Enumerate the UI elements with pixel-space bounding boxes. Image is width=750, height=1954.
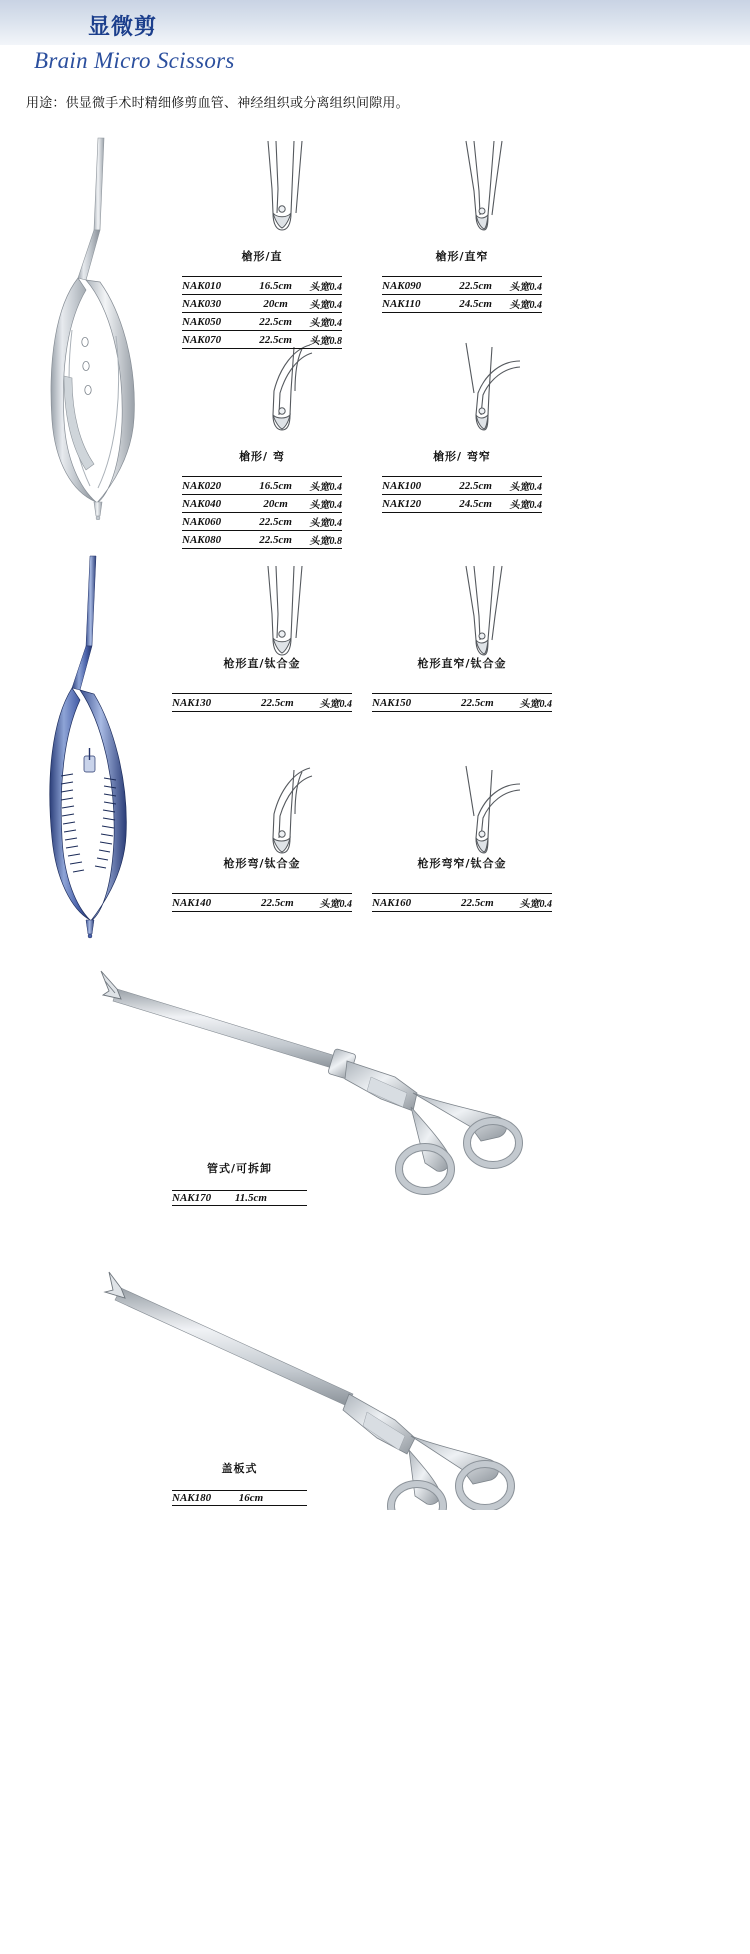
table-row	[382, 495, 542, 513]
table-row	[182, 495, 342, 513]
caption-group-3: 槍形/ 弯	[239, 450, 285, 463]
tip-illustration-curved-narrow	[432, 335, 542, 435]
page-title-cn: 显微剪	[88, 15, 158, 40]
length-cell: 22.5cm	[249, 331, 302, 349]
code-cell: NAK020	[182, 477, 249, 495]
caption-group-1: 槍形/直	[241, 250, 283, 263]
length-cell: 20cm	[249, 295, 302, 313]
length-cell: 11.5cm	[229, 1191, 274, 1206]
caption-group-8: 枪形弯窄/钛合金	[417, 857, 507, 870]
instrument-illustration-titanium-bayonet	[28, 550, 178, 945]
code-cell: NAK090	[382, 277, 449, 295]
table-row	[182, 513, 342, 531]
width-cell: 头宽0.4	[302, 513, 342, 531]
spec-table-group-7	[172, 893, 352, 912]
spec-table-group-1	[182, 276, 342, 349]
caption-group-7: 枪形弯/钛合金	[223, 857, 301, 870]
table-row	[382, 277, 542, 295]
width-cell: 头宽0.4	[307, 694, 352, 712]
code-cell: NAK180	[172, 1491, 229, 1506]
table-row	[372, 894, 552, 912]
caption-group-2: 槍形/直窄	[435, 250, 489, 263]
table-row	[172, 694, 352, 712]
table-row	[172, 1191, 307, 1206]
width-cell: 头宽0.4	[507, 894, 552, 912]
caption-group-10: 盖板式	[221, 1462, 258, 1475]
page-title-en: Brain Micro Scissors	[34, 48, 235, 73]
code-cell: NAK070	[182, 331, 249, 349]
table-row	[382, 295, 542, 313]
length-cell: 22.5cm	[449, 277, 502, 295]
code-cell: NAK080	[182, 531, 249, 549]
spec-table-group-4	[382, 476, 542, 513]
spec-table-group-6	[372, 693, 552, 712]
usage-text: 用途：供显微手术时精细修剪血管、神经组织或分离组织间隙用。	[26, 96, 409, 111]
table-row	[182, 295, 342, 313]
instrument-illustration-steel-bayonet	[20, 130, 200, 525]
length-cell: 16cm	[229, 1491, 274, 1506]
spec-block-group-3	[182, 448, 342, 549]
code-cell: NAK170	[172, 1191, 229, 1206]
spec-table-group-8	[372, 893, 552, 912]
caption-group-4: 槍形/ 弯窄	[433, 450, 491, 463]
width-cell	[273, 1191, 307, 1206]
table-row	[372, 694, 552, 712]
code-cell: NAK160	[372, 894, 448, 912]
caption-group-9: 管式/可拆卸	[206, 1162, 273, 1175]
length-cell: 22.5cm	[248, 894, 307, 912]
width-cell: 头宽0.4	[507, 694, 552, 712]
length-cell: 20cm	[249, 495, 302, 513]
table-row	[172, 1491, 307, 1506]
width-cell: 头宽0.8	[302, 331, 342, 349]
spec-block-group-10	[172, 1460, 307, 1506]
instrument-illustration-coverplate	[95, 1270, 535, 1515]
spec-table-group-5	[172, 693, 352, 712]
width-cell: 头宽0.4	[502, 477, 542, 495]
length-cell: 22.5cm	[249, 531, 302, 549]
tip-illustration-titanium-curved	[232, 758, 342, 858]
instrument-illustration-tubular-detachable	[95, 965, 535, 1200]
length-cell: 22.5cm	[248, 694, 307, 712]
length-cell: 22.5cm	[449, 477, 502, 495]
width-cell: 头宽0.8	[302, 531, 342, 549]
table-row	[382, 477, 542, 495]
length-cell: 24.5cm	[449, 495, 502, 513]
spec-block-group-6	[372, 655, 552, 712]
code-cell: NAK010	[182, 277, 249, 295]
tip-illustration-curved	[232, 335, 342, 435]
table-row	[182, 331, 342, 349]
caption-group-5: 枪形直/钛合金	[223, 657, 301, 670]
spec-block-group-9	[172, 1160, 307, 1206]
length-cell: 16.5cm	[249, 477, 302, 495]
spec-table-group-2	[382, 276, 542, 313]
spec-block-group-1	[182, 248, 342, 349]
width-cell: 头宽0.4	[302, 295, 342, 313]
spec-block-group-8	[372, 855, 552, 912]
length-cell: 22.5cm	[249, 313, 302, 331]
caption-group-6: 枪形直窄/钛合金	[417, 657, 507, 670]
length-cell: 16.5cm	[249, 277, 302, 295]
tip-illustration-titanium-straight-narrow	[432, 560, 542, 660]
tip-illustration-straight-narrow	[432, 135, 542, 235]
width-cell: 头宽0.4	[302, 495, 342, 513]
table-row	[182, 277, 342, 295]
code-cell: NAK040	[182, 495, 249, 513]
code-cell: NAK050	[182, 313, 249, 331]
width-cell: 头宽0.4	[502, 295, 542, 313]
code-cell: NAK120	[382, 495, 449, 513]
length-cell: 24.5cm	[449, 295, 502, 313]
spec-table-group-10	[172, 1490, 307, 1506]
table-row	[182, 477, 342, 495]
code-cell: NAK110	[382, 295, 449, 313]
length-cell: 22.5cm	[249, 513, 302, 531]
table-row	[182, 313, 342, 331]
width-cell: 头宽0.4	[302, 477, 342, 495]
width-cell: 头宽0.4	[302, 277, 342, 295]
tip-illustration-titanium-straight	[232, 560, 342, 660]
width-cell: 头宽0.4	[307, 894, 352, 912]
width-cell: 头宽0.4	[502, 277, 542, 295]
spec-block-group-4	[382, 448, 542, 513]
spec-block-group-2	[382, 248, 542, 313]
page-header	[0, 0, 750, 88]
spec-table-group-9	[172, 1190, 307, 1206]
table-row	[182, 531, 342, 549]
code-cell: NAK130	[172, 694, 248, 712]
spec-table-group-3	[182, 476, 342, 549]
code-cell: NAK140	[172, 894, 248, 912]
length-cell: 22.5cm	[448, 694, 507, 712]
tip-illustration-straight	[232, 135, 342, 235]
length-cell: 22.5cm	[448, 894, 507, 912]
width-cell: 头宽0.4	[502, 495, 542, 513]
code-cell: NAK150	[372, 694, 448, 712]
code-cell: NAK030	[182, 295, 249, 313]
width-cell: 头宽0.4	[302, 313, 342, 331]
width-cell	[273, 1491, 307, 1506]
table-row	[172, 894, 352, 912]
code-cell: NAK100	[382, 477, 449, 495]
tip-illustration-titanium-curved-narrow	[432, 758, 542, 858]
code-cell: NAK060	[182, 513, 249, 531]
spec-block-group-7	[172, 855, 352, 912]
spec-block-group-5	[172, 655, 352, 712]
